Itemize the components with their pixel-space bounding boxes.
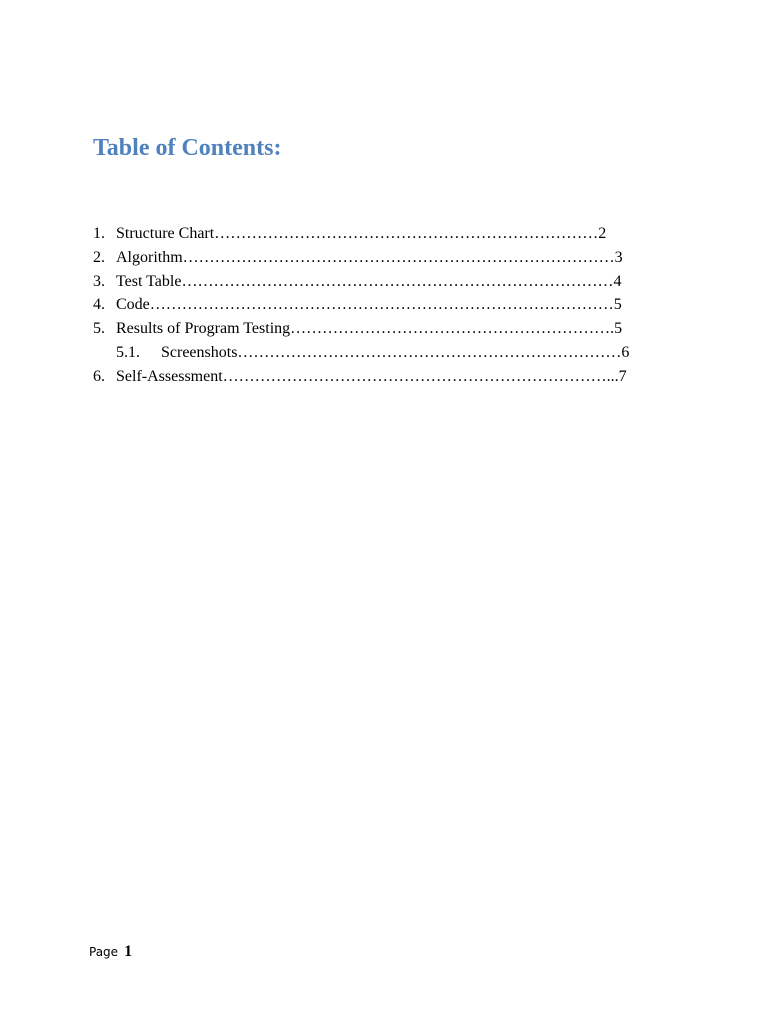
toc-entry-number: 4. bbox=[93, 296, 105, 314]
toc-entry-number: 2. bbox=[93, 248, 105, 266]
toc-title: Table of Contents: bbox=[93, 135, 282, 161]
toc-entry-text: Results of Program Testing…………………………………………………….5 bbox=[116, 320, 623, 338]
toc-entry-test-table[interactable] bbox=[93, 270, 693, 294]
toc-entry-text: Code……………………………………………………………………………5 bbox=[116, 296, 622, 314]
toc-list bbox=[93, 222, 693, 389]
toc-entry-structure-chart[interactable] bbox=[93, 222, 693, 246]
page-label: Page bbox=[89, 945, 119, 959]
toc-entry-number: 5. bbox=[93, 320, 105, 338]
toc-entry-number: 1. bbox=[93, 225, 105, 242]
page-number: 1 bbox=[124, 943, 133, 960]
page-footer bbox=[89, 942, 132, 962]
toc-entry-text: Test Table………………………………………………………………………4 bbox=[116, 272, 622, 290]
toc-entry-text: Algorithm………………………………………………………………………3 bbox=[116, 248, 623, 266]
toc-entry-results-of-program-testing[interactable] bbox=[93, 317, 693, 341]
toc-entry-code[interactable] bbox=[93, 293, 693, 317]
toc-entry-number: 5.1. bbox=[116, 343, 140, 361]
toc-entry-text: Screenshots………………………………………………………………6 bbox=[161, 343, 630, 361]
toc-entry-text: Self-Assessment………………………………………………………………...7 bbox=[116, 367, 627, 385]
toc-entry-algorithm[interactable] bbox=[93, 246, 693, 270]
toc-entry-screenshots[interactable] bbox=[93, 341, 693, 365]
toc-entry-number: 3. bbox=[93, 272, 105, 290]
toc-entry-self-assessment[interactable] bbox=[93, 365, 693, 389]
toc-entry-number: 6. bbox=[93, 367, 105, 385]
toc-entry-text: Structure Chart………………………………………………………………2 bbox=[116, 225, 607, 242]
